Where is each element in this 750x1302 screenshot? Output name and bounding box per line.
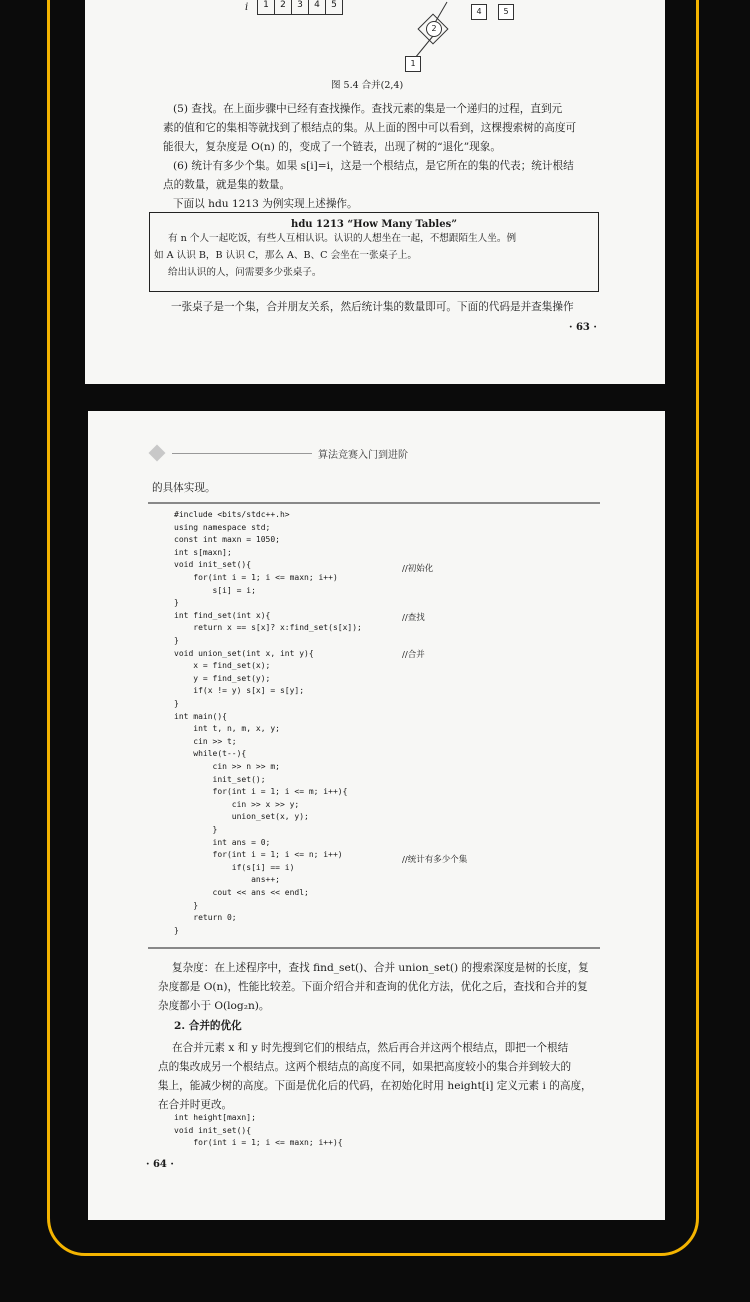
- array-cell: 3: [291, 0, 309, 15]
- tree-node: 1: [405, 56, 421, 72]
- code-line: if(s[i] == i): [174, 862, 295, 872]
- figure-caption: 图 5.4 合并(2,4): [331, 80, 404, 91]
- code-line: void init_set(){: [174, 560, 252, 570]
- book-page-63: [85, 0, 665, 384]
- code-line: ans++;: [174, 875, 280, 885]
- code-line: }: [174, 900, 199, 910]
- code-line: union_set(x, y);: [174, 812, 309, 822]
- text-line: 下面以 hdu 1213 为例实现上述操作。: [173, 198, 358, 210]
- paragraph-find-and-count: [163, 100, 605, 214]
- code-line: int t, n, m, x, y;: [174, 724, 280, 734]
- optimize-paragraph: [158, 1039, 608, 1115]
- tree-node: 5: [498, 4, 514, 20]
- code-line: cin >> n >> m;: [174, 762, 280, 771]
- text-line: (6) 统计有多少个集。如果 s[i]=i，这是一个根结点，是它所在的集的代表；统计根结: [173, 160, 574, 172]
- array-cell: 1: [257, 0, 275, 15]
- code-top-rule: [148, 502, 600, 504]
- code-line: }: [174, 598, 179, 608]
- section-heading: 2. 合并的优化: [174, 1020, 242, 1032]
- text-line: 复杂度：在上述程序中，查找 find_set()、合并 union_set() 的搜索深度是树的长度，复: [172, 962, 589, 974]
- array-cell: 2: [274, 0, 292, 15]
- code-line: }: [174, 925, 179, 935]
- problem-title: hdu 1213 “How Many Tables”: [291, 219, 457, 230]
- code-line: if(x != y) s[x] = s[y];: [174, 686, 305, 696]
- code-line: int main(){: [174, 711, 227, 721]
- code-line: cin >> x >> y;: [174, 799, 300, 809]
- code-line: for(int i = 1; i <= maxn; i++){: [174, 1138, 343, 1148]
- code-line: void init_set(){: [174, 1125, 252, 1135]
- code-comment: //统计有多少个集: [402, 855, 468, 865]
- code-line: }: [174, 825, 218, 834]
- code-line: cout << ans << endl;: [174, 888, 309, 897]
- text-line: 素的值和它的集相等就找到了根结点的集。从上面的图中可以看到，这棵搜索树的高度可: [163, 122, 577, 134]
- text-line: 在合并时更改。: [158, 1099, 233, 1111]
- code-line: while(t--){: [174, 749, 247, 759]
- code-line: }: [174, 636, 179, 645]
- tree-edges: [85, 0, 665, 80]
- code-line: using namespace std;: [174, 522, 271, 532]
- code-line: int height[maxn];: [174, 1113, 256, 1122]
- code-line: void union_set(int x, int y){: [174, 648, 314, 658]
- text-line: 集上，能减少树的高度。下面是优化后的代码，在初始化时用 height[i] 定义元素 i 的高度，: [158, 1080, 592, 1092]
- code-line: cin >> t;: [174, 736, 237, 746]
- running-header-title: 算法竞赛入门到进阶: [318, 450, 408, 461]
- code-line: return 0;: [174, 913, 237, 923]
- code-comment: //初始化: [402, 564, 434, 574]
- text-line: 点的集改成另一个根结点。这两个根结点的高度不同，如果把高度较小的集合并到较大的: [158, 1061, 572, 1073]
- book-page-64: [88, 411, 665, 1220]
- text-line: 在合并元素 x 和 y 时先搜到它们的根结点，然后再合并这两个根结点，即把一个根结: [172, 1042, 569, 1054]
- code-line: s[i] = i;: [174, 585, 256, 595]
- code-line: for(int i = 1; i <= m; i++){: [174, 787, 348, 797]
- code-line: for(int i = 1; i <= n; i++): [174, 850, 343, 860]
- text-line: 杂度都小于 O(log₂n)。: [158, 1000, 270, 1012]
- complexity-paragraph: [158, 959, 608, 1016]
- tree-node: 2: [426, 21, 442, 37]
- text-line: 能很大，复杂度是 O(n) 的，变成了一个链表，出现了树的“退化”现象。: [163, 141, 501, 153]
- code-line: return x == s[x]? x:find_set(s[x]);: [174, 623, 362, 633]
- code-comment: //合并: [402, 650, 425, 660]
- text-line: (5) 查找。在上面步骤中已经有查找操作。查找元素的集是一个递归的过程，直到元: [173, 103, 563, 115]
- code-bottom-rule: [148, 947, 600, 949]
- page-number: · 63 ·: [569, 322, 597, 333]
- page-number: · 64 ·: [146, 1159, 174, 1170]
- code-comment: //查找: [402, 613, 425, 623]
- problem-text-line: 有 n 个人一起吃饭，有些人互相认识。认识的人想坐在一起，不想跟陌生人坐。例: [168, 233, 517, 244]
- closing-line: 一张桌子是一个集，合并朋友关系，然后统计集的数量即可。下面的代码是并查集操作: [171, 301, 574, 313]
- code-line: int s[maxn];: [174, 547, 232, 557]
- text-line: 杂度都是 O(n)，性能比较差。下面介绍合并和查询的优化方法，优化之后，查找和合并的复: [158, 981, 588, 993]
- problem-text-line: 给出认识的人，问需要多少张桌子。: [168, 267, 322, 278]
- code-line: const int maxn = 1050;: [174, 535, 280, 545]
- header-rule: [172, 453, 312, 454]
- array-cell: 5: [325, 0, 343, 15]
- code-line: #include <bits/stdc++.h>: [174, 510, 290, 519]
- intro-text: 的具体实现。: [152, 482, 216, 494]
- text-line: 点的数量，就是集的数量。: [163, 179, 291, 191]
- header-diamond-icon: [149, 445, 166, 462]
- array-cell: 4: [308, 0, 326, 15]
- problem-box: [149, 212, 599, 292]
- array-index-label: i: [245, 2, 249, 13]
- code-line: }: [174, 699, 179, 708]
- problem-text-line: 如 A 认识 B，B 认识 C，那么 A、B、C 会坐在一张桌子上。: [154, 250, 417, 261]
- code-line: int ans = 0;: [174, 837, 271, 847]
- code-line: int find_set(int x){: [174, 610, 271, 620]
- tree-node: 4: [471, 4, 487, 20]
- code-line: x = find_set(x);: [174, 661, 271, 671]
- code-line: for(int i = 1; i <= maxn; i++): [174, 573, 338, 582]
- code-line: init_set();: [174, 774, 266, 784]
- code-line: y = find_set(y);: [174, 673, 271, 683]
